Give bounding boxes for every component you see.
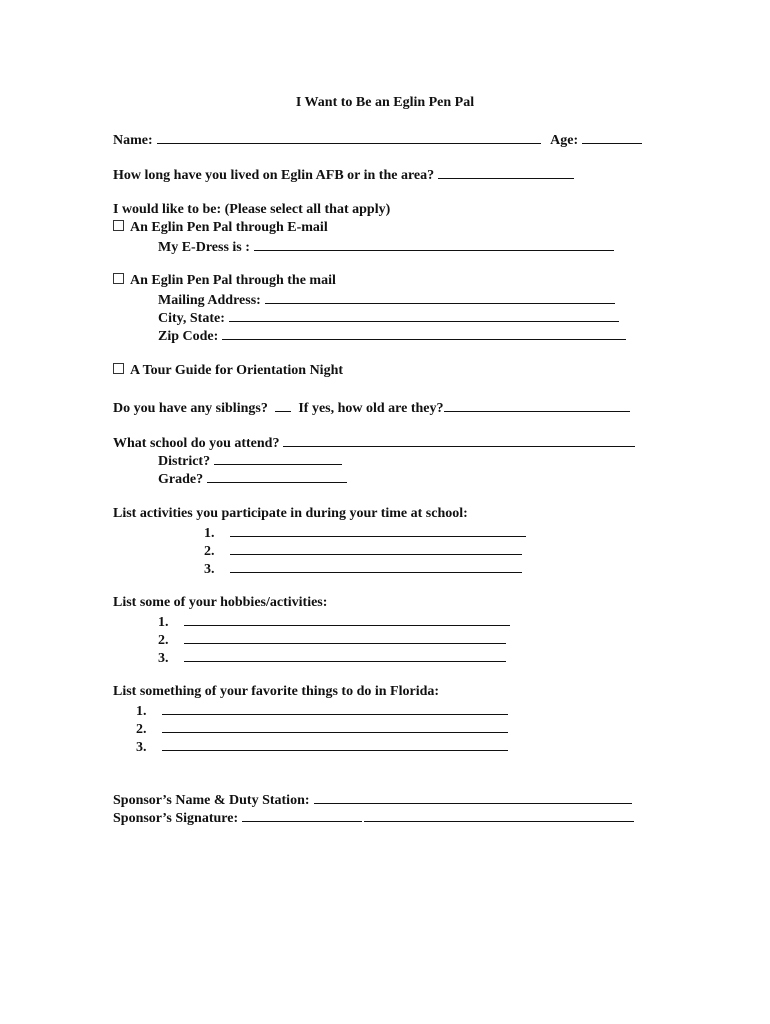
siblings-age-question: If yes, how old are they?: [298, 401, 444, 416]
hobby-field-3[interactable]: [184, 649, 506, 662]
age-label: Age:: [550, 133, 579, 148]
sponsor-signature-row: [113, 809, 634, 827]
lived-field[interactable]: [438, 166, 574, 179]
checkbox-mail[interactable]: [113, 273, 124, 284]
list-number: 2.: [158, 633, 169, 648]
florida-item: [136, 738, 508, 756]
select-prompt: I would like to be: (Please select all that apply): [113, 202, 391, 217]
hobby-item: [158, 649, 506, 667]
option-email[interactable]: [113, 220, 328, 236]
lived-question: How long have you lived on Eglin AFB or in the area?: [113, 168, 435, 183]
grade-field[interactable]: [207, 470, 347, 483]
district-label: District?: [158, 454, 211, 469]
activity-item: [204, 542, 522, 560]
name-row: [113, 131, 642, 149]
hobby-item: [158, 631, 506, 649]
edress-label: My E-Dress is :: [158, 240, 250, 255]
siblings-field[interactable]: [275, 399, 291, 412]
hobby-field-1[interactable]: [184, 613, 510, 626]
hobby-item: [158, 613, 510, 631]
district-field[interactable]: [214, 452, 342, 465]
grade-label: Grade?: [158, 472, 204, 487]
activity-field-2[interactable]: [230, 542, 522, 555]
activity-field-3[interactable]: [230, 560, 522, 573]
city-field[interactable]: [229, 309, 619, 322]
name-field[interactable]: [157, 131, 541, 144]
checkbox-email[interactable]: [113, 220, 124, 231]
name-label: Name:: [113, 133, 153, 148]
city-row: [158, 309, 619, 327]
option-mail[interactable]: [113, 273, 336, 289]
florida-field-3[interactable]: [162, 738, 508, 751]
district-row: [158, 452, 342, 470]
sponsor-name-row: [113, 791, 632, 809]
mailing-row: [158, 291, 615, 309]
list-number: 1.: [136, 704, 147, 719]
list-number: 2.: [136, 722, 147, 737]
hobby-field-2[interactable]: [184, 631, 506, 644]
list-number: 3.: [136, 740, 147, 755]
activity-item: [204, 524, 526, 542]
activity-item: [204, 560, 522, 578]
sponsor-name-label: Sponsor’s Name & Duty Station:: [113, 793, 310, 808]
florida-prompt: List something of your favorite things to do in Florida:: [113, 684, 440, 699]
activities-prompt: List activities you participate in during your time at school:: [113, 506, 468, 521]
sponsor-name-field[interactable]: [314, 791, 632, 804]
option-tour[interactable]: [113, 363, 343, 379]
zip-row: [158, 327, 626, 345]
lived-row: [113, 166, 574, 184]
siblings-question: Do you have any siblings?: [113, 401, 268, 416]
list-number: 1.: [158, 615, 169, 630]
school-field[interactable]: [283, 434, 635, 447]
form-title: I Want to Be an Eglin Pen Pal: [295, 95, 475, 110]
siblings-age-field[interactable]: [444, 399, 630, 412]
edress-field[interactable]: [254, 238, 614, 251]
school-question: What school do you attend?: [113, 436, 280, 451]
grade-row: [158, 470, 347, 488]
sponsor-signature-field[interactable]: [242, 809, 362, 822]
list-number: 3.: [158, 651, 169, 666]
zip-label: Zip Code:: [158, 329, 219, 344]
list-number: 1.: [204, 526, 215, 541]
florida-item: [136, 702, 508, 720]
option-email-label: An Eglin Pen Pal through E-mail: [130, 220, 328, 235]
option-tour-label: A Tour Guide for Orientation Night: [130, 363, 344, 378]
option-mail-label: An Eglin Pen Pal through the mail: [130, 273, 336, 288]
florida-field-2[interactable]: [162, 720, 508, 733]
mailing-field[interactable]: [265, 291, 615, 304]
edress-row: [158, 238, 614, 256]
siblings-row: [113, 399, 630, 417]
florida-field-1[interactable]: [162, 702, 508, 715]
florida-item: [136, 720, 508, 738]
mailing-label: Mailing Address:: [158, 293, 261, 308]
list-number: 2.: [204, 544, 215, 559]
sponsor-signature-label: Sponsor’s Signature:: [113, 811, 239, 826]
sponsor-signature-field-extra[interactable]: [364, 809, 634, 822]
zip-field[interactable]: [222, 327, 626, 340]
list-number: 3.: [204, 562, 215, 577]
school-row: [113, 434, 635, 452]
hobbies-prompt: List some of your hobbies/activities:: [113, 595, 328, 610]
activity-field-1[interactable]: [230, 524, 526, 537]
city-label: City, State:: [158, 311, 225, 326]
age-field[interactable]: [582, 131, 642, 144]
checkbox-tour[interactable]: [113, 363, 124, 374]
